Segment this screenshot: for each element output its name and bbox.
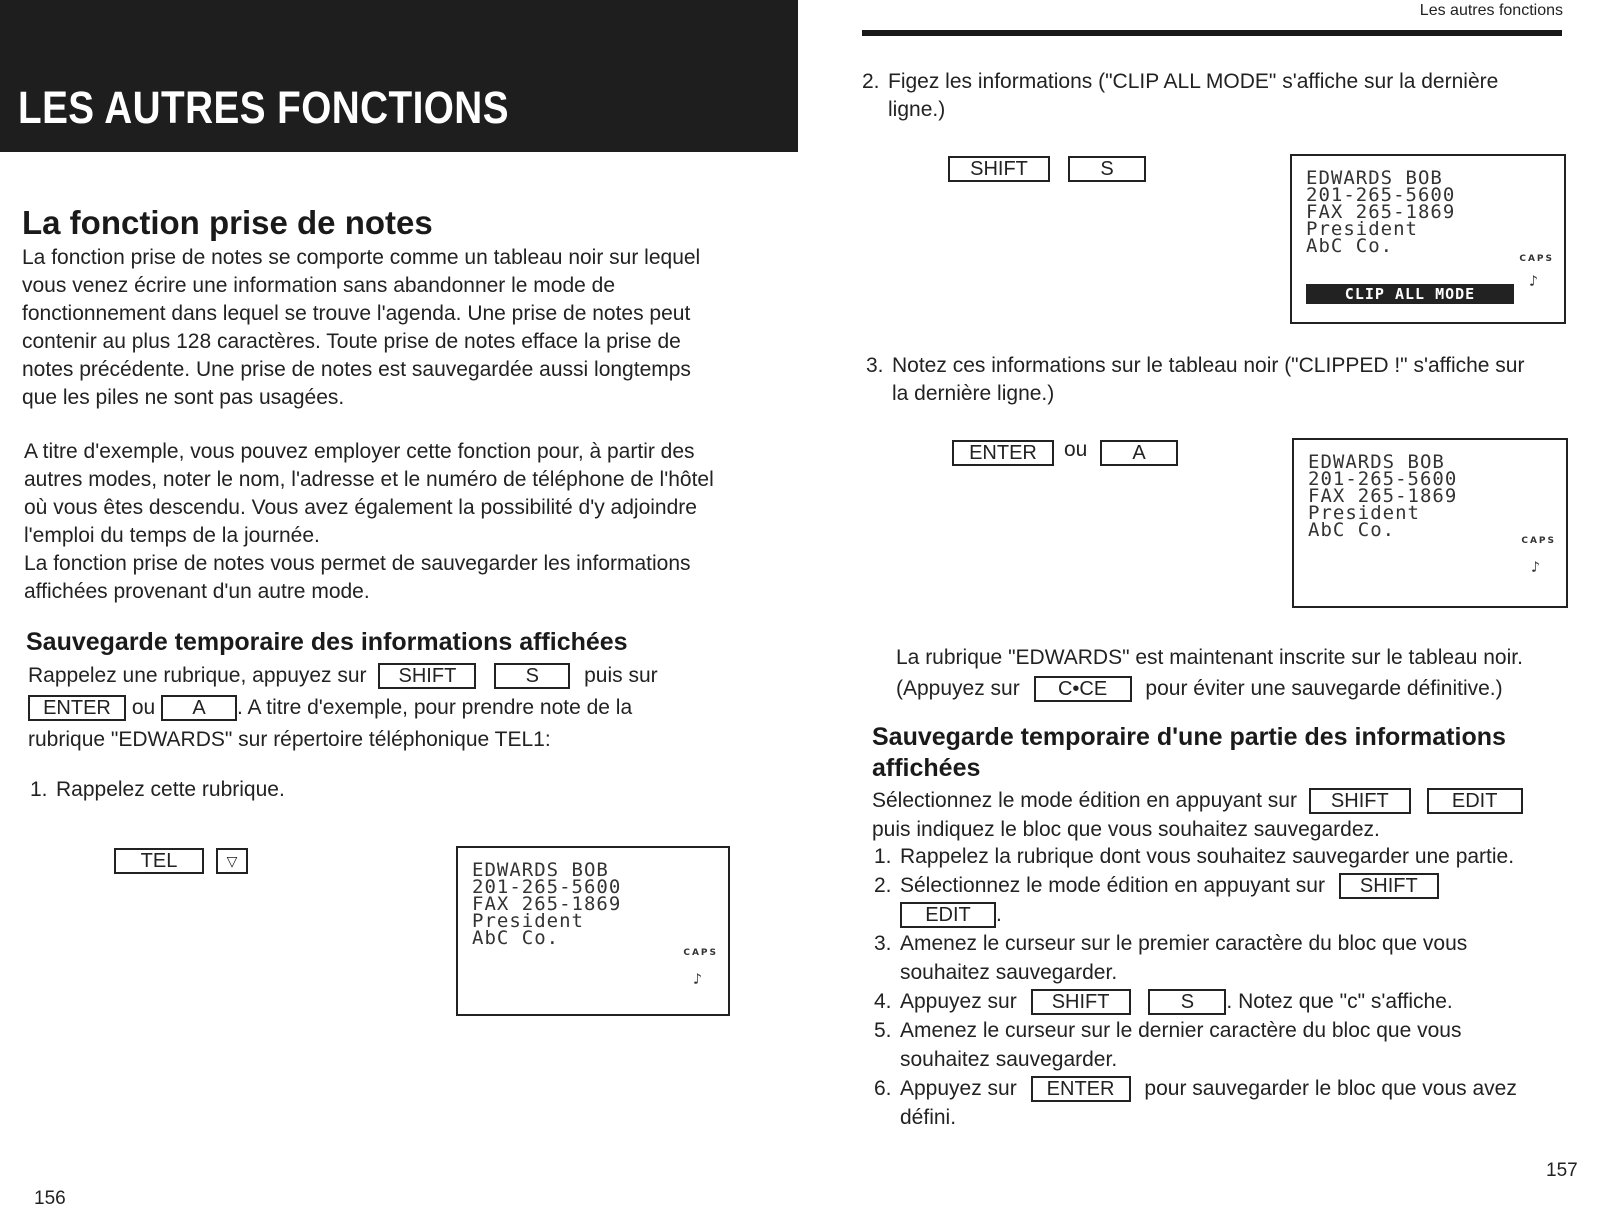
step-text: . bbox=[996, 903, 1002, 926]
step-3 bbox=[866, 352, 1566, 408]
lcd-display-clip-all bbox=[1290, 154, 1566, 324]
lcd-line: 201-265-5600 bbox=[1308, 468, 1458, 490]
lcd-line: FAX 265-1869 bbox=[1308, 485, 1458, 507]
enter-key: ENTER bbox=[1031, 1076, 1131, 1102]
note-icon: ♪ bbox=[1530, 558, 1540, 576]
step-text: Sélectionnez le mode édition en appuyant sur bbox=[900, 874, 1325, 897]
lcd-display-clipped bbox=[1292, 438, 1568, 608]
list-item bbox=[874, 1016, 1574, 1045]
lcd-line: President bbox=[1308, 502, 1420, 524]
tel-key: TEL bbox=[114, 848, 204, 874]
caps-indicator: CAPS bbox=[1521, 536, 1556, 546]
lcd-line: AbC Co. bbox=[1306, 235, 1394, 257]
step-text: souhaitez sauvegarder. bbox=[900, 1048, 1118, 1071]
step-2-text-1: Figez les informations ("CLIP ALL MODE" s'affiche sur la dernière bbox=[888, 70, 1499, 93]
step-3-text-1: Notez ces informations sur le tableau noir ("CLIPPED !" s'affiche sur bbox=[892, 354, 1525, 377]
lcd-lines bbox=[472, 859, 622, 949]
step-1-text: Rappelez cette rubrique. bbox=[56, 778, 285, 801]
step-number: 3. bbox=[874, 932, 892, 955]
lcd-line: EDWARDS BOB bbox=[1308, 451, 1445, 473]
recall-text-2: puis sur bbox=[584, 664, 658, 687]
left-page bbox=[0, 0, 790, 1214]
lcd-line: President bbox=[472, 910, 584, 932]
page-number-left: 156 bbox=[34, 1188, 66, 1209]
lcd-line: FAX 265-1869 bbox=[1306, 201, 1456, 223]
subsection-title-line-2: affichées bbox=[872, 754, 981, 782]
save-text: La fonction prise de notes vous permet de sauvegarder les informations affichées provenant d'un autre mode. bbox=[24, 552, 691, 603]
lcd-line: EDWARDS BOB bbox=[1306, 167, 1443, 189]
lcd-line: 201-265-5600 bbox=[1306, 184, 1456, 206]
lcd-line: AbC Co. bbox=[472, 927, 560, 949]
shift-key: SHIFT bbox=[1309, 788, 1411, 814]
lcd-status-line: CLIP ALL MODE bbox=[1306, 284, 1514, 304]
step-text: . Notez que "c" s'affiche. bbox=[1226, 990, 1453, 1013]
down-arrow-key-icon: ▽ bbox=[216, 848, 248, 874]
enter-key: ENTER bbox=[28, 695, 126, 721]
step-3-text-2: la dernière ligne.) bbox=[892, 382, 1055, 405]
step-text: Amenez le curseur sur le dernier caractère du bloc que vous bbox=[900, 1019, 1462, 1042]
inscribed-text-2: pour éviter une sauvegarde définitive.) bbox=[1145, 677, 1503, 700]
list-item bbox=[874, 987, 1574, 1016]
s-key: S bbox=[1068, 156, 1146, 182]
a-key: A bbox=[161, 695, 237, 721]
edit-key: EDIT bbox=[900, 902, 996, 928]
subsection-title-right bbox=[872, 722, 1506, 784]
chapter-banner bbox=[0, 0, 798, 152]
page-number-right: 157 bbox=[1546, 1160, 1578, 1181]
step-text: Appuyez sur bbox=[900, 990, 1017, 1013]
step-number: 5. bbox=[874, 1019, 892, 1042]
recall-instructions bbox=[28, 660, 728, 756]
intro-text: La fonction prise de notes se comporte comme un tableau noir sur lequel vous venez écrire une information sans abandonner le mode de fonctionnement dans lequel se trouve l'agenda. Une prise de notes peut contenir au plus 128 caractères. Toute prise de notes efface la prise de notes précédente. Une prise de notes est sauvegardée aussi longtemps que les piles ne sont pas usagées. bbox=[22, 246, 701, 409]
step-number: 4. bbox=[874, 990, 892, 1013]
step-text: souhaitez sauvegarder. bbox=[900, 961, 1118, 984]
note-icon: ♪ bbox=[1528, 272, 1538, 290]
subsection-title: Sauvegarde temporaire des informations affichées bbox=[26, 628, 628, 656]
shift-key: SHIFT bbox=[378, 663, 476, 689]
select-text-2: puis indiquez le bloc que vous souhaitez sauvegardez. bbox=[872, 818, 1380, 841]
lcd-lines bbox=[1308, 451, 1458, 541]
step-1-number: 1. bbox=[30, 778, 48, 801]
steps-list bbox=[874, 842, 1574, 1132]
header-rule bbox=[862, 30, 1562, 36]
inscribed-text-1: (Appuyez sur bbox=[896, 677, 1020, 700]
step-text: Rappelez la rubrique dont vous souhaitez sauvegarder une partie. bbox=[900, 845, 1515, 868]
lcd-line: FAX 265-1869 bbox=[472, 893, 622, 915]
intro-paragraph bbox=[22, 244, 712, 412]
list-item bbox=[874, 1045, 1574, 1074]
step-number: 2. bbox=[874, 874, 892, 897]
caps-indicator: CAPS bbox=[683, 948, 718, 958]
step-3-number: 3. bbox=[866, 354, 884, 377]
list-item bbox=[874, 900, 1574, 929]
step-number: 1. bbox=[874, 845, 892, 868]
step-2-text-2: ligne.) bbox=[888, 98, 946, 121]
edit-key: EDIT bbox=[1427, 788, 1523, 814]
lcd-line: EDWARDS BOB bbox=[472, 859, 609, 881]
inscribed-line-1: La rubrique "EDWARDS" est maintenant inscrite sur le tableau noir. bbox=[896, 646, 1523, 669]
step-text: Appuyez sur bbox=[900, 1077, 1017, 1100]
select-text-1: Sélectionnez le mode édition en appuyant sur bbox=[872, 789, 1297, 812]
s-key: S bbox=[494, 663, 570, 689]
list-item bbox=[874, 958, 1574, 987]
list-item bbox=[874, 1103, 1574, 1132]
lcd-line: AbC Co. bbox=[1308, 519, 1396, 541]
step-2-number: 2. bbox=[862, 70, 880, 93]
step-2 bbox=[862, 68, 1562, 124]
s-key: S bbox=[1148, 989, 1226, 1015]
step-number: 6. bbox=[874, 1077, 892, 1100]
list-item bbox=[874, 929, 1574, 958]
section-title: La fonction prise de notes bbox=[22, 204, 433, 241]
note-icon: ♪ bbox=[692, 970, 702, 988]
lcd-display bbox=[456, 846, 730, 1016]
recall-text-1: Rappelez une rubrique, appuyez sur bbox=[28, 664, 367, 687]
step-1 bbox=[30, 776, 285, 804]
list-item bbox=[874, 842, 1574, 871]
recall-text-4: . A titre d'exemple, pour prendre note de la bbox=[237, 696, 633, 719]
example-text: A titre d'exemple, vous pouvez employer cette fonction pour, à partir des autres modes, noter le nom, l'adresse et le numéro de téléphone de l'hôtel où vous êtes descendu. Vous avez également la possibilité d'y adjoindre l'emploi du temps de la journée. bbox=[24, 440, 714, 547]
running-head: Les autres fonctions bbox=[1419, 2, 1563, 19]
chapter-title: LES AUTRES FONCTIONS bbox=[18, 82, 509, 133]
lcd-line: President bbox=[1306, 218, 1418, 240]
example-paragraph bbox=[24, 438, 714, 606]
recall-text-3: ou bbox=[131, 696, 156, 719]
shift-key: SHIFT bbox=[948, 156, 1050, 182]
list-item bbox=[874, 1074, 1574, 1103]
step-text: défini. bbox=[900, 1106, 957, 1129]
cce-key: C•CE bbox=[1034, 676, 1132, 702]
a-key: A bbox=[1100, 440, 1178, 466]
select-mode-paragraph bbox=[872, 786, 1572, 844]
shift-key: SHIFT bbox=[1031, 989, 1131, 1015]
caps-indicator: CAPS bbox=[1519, 254, 1554, 264]
recall-text-5: rubrique "EDWARDS" sur répertoire téléphonique TEL1: bbox=[28, 728, 551, 751]
or-text: ou bbox=[1064, 438, 1088, 461]
step-text: pour sauvegarder le bloc que vous avez bbox=[1144, 1077, 1517, 1100]
shift-key: SHIFT bbox=[1339, 873, 1439, 899]
lcd-line: 201-265-5600 bbox=[472, 876, 622, 898]
lcd-lines bbox=[1306, 167, 1456, 257]
subsection-title-line-1: Sauvegarde temporaire d'une partie des informations bbox=[872, 723, 1506, 751]
enter-key: ENTER bbox=[952, 440, 1054, 466]
list-item bbox=[874, 871, 1574, 900]
step-text: Amenez le curseur sur le premier caractère du bloc que vous bbox=[900, 932, 1468, 955]
inscribed-paragraph bbox=[896, 642, 1576, 704]
